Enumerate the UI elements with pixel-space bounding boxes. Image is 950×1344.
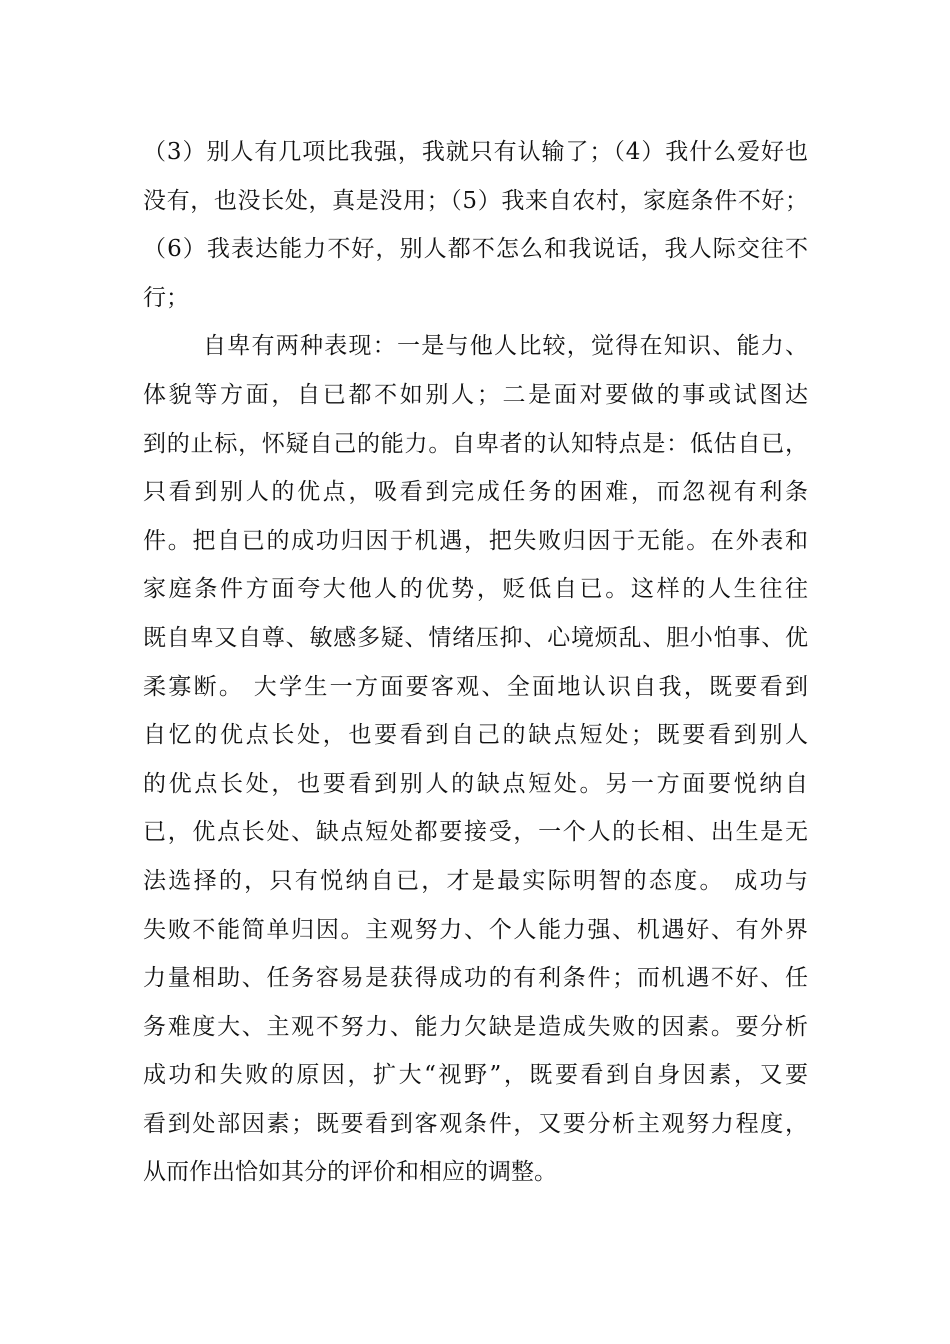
text-line: 力量相助、任务容易是获得成功的有利条件；而机遇不好、任 xyxy=(143,965,808,992)
text-line: 失败不能简单归因。主观努力、个人能力强、机遇好、有外界 xyxy=(143,916,808,943)
text-line: 只看到别人的优点，吸看到完成任务的困难，而忽视有利条 xyxy=(143,479,808,506)
text-line: 法选择的，只有悦纳自已，才是最实际明智的态度。 成功与 xyxy=(143,867,808,894)
text-line: 看到处部因素；既要看到客观条件，又要分析主观努力程度， xyxy=(143,1110,808,1137)
text-line: （3）别人有几项比我强，我就只有认输了；（4）我什么爱好也 xyxy=(143,139,808,165)
text-line: 既自卑又自尊、敏感多疑、情绪压抑、心境烦乱、胆小怕事、优 xyxy=(143,624,808,651)
text-line: 到的止标，怀疑自己的能力。自卑者的认知特点是：低估自已， xyxy=(143,430,808,457)
text-line: 的优点长处，也要看到别人的缺点短处。另一方面要悦纳自 xyxy=(143,770,808,797)
text-line: 行； xyxy=(143,284,189,311)
text-line: 柔寡断。 大学生一方面要客观、全面地认识自我，既要看到 xyxy=(143,673,808,700)
text-line: 已，优点长处、缺点短处都要接受，一个人的长相、出生是无 xyxy=(143,819,808,846)
text-line: 家庭条件方面夸大他人的优势，贬低自已。这样的人生往往 xyxy=(143,576,808,603)
text-line: 件。把自已的成功归因于机遇，把失败归因于无能。在外表和 xyxy=(143,527,808,554)
text-line: 自卑有两种表现：一是与他人比较，觉得在知识、能力、 xyxy=(203,333,808,360)
text-line: 没有，也没长处，真是没用；（5）我来自农村，家庭条件不好； xyxy=(143,187,808,214)
text-line: 从而作出恰如其分的评价和相应的调整。 xyxy=(143,1159,557,1186)
text-line: 成功和失败的原因，扩大“视野”，既要看到自身因素，又要 xyxy=(143,1062,808,1089)
text-line: 自忆的优点长处，也要看到自己的缺点短处；既要看到别人 xyxy=(143,722,808,749)
text-line: 务难度大、主观不努力、能力欠缺是造成失败的因素。要分析 xyxy=(143,1013,808,1040)
text-line: 体貌等方面，自已都不如别人；二是面对要做的事或试图达 xyxy=(143,381,808,408)
text-line: （6）我表达能力不好，别人都不怎么和我说话，我人际交往不 xyxy=(143,236,808,263)
body-text xyxy=(143,128,808,1197)
